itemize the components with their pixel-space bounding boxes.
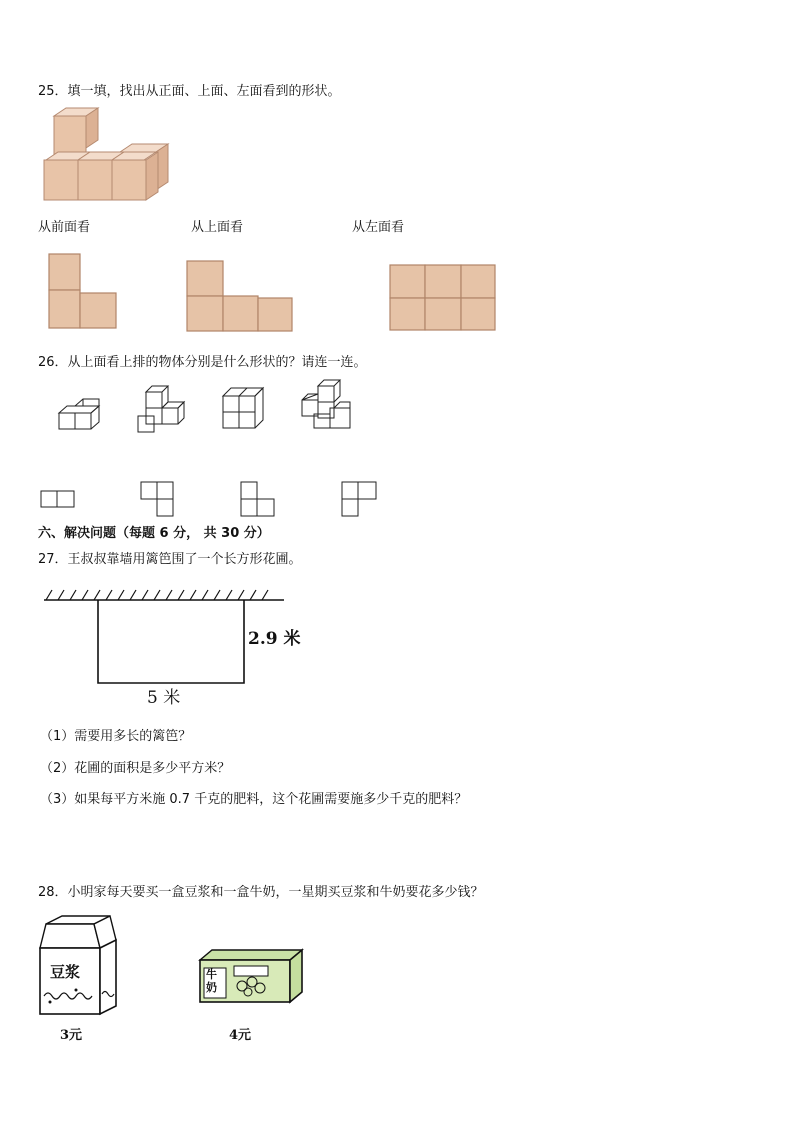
q27-sub-2: （2）花圃的面积是多少平方米？	[40, 761, 231, 776]
view-label-left: 从左面看	[352, 220, 405, 235]
object-4	[300, 378, 354, 434]
length-label: 5 米	[147, 688, 181, 708]
width-label: 2.9 米	[248, 629, 301, 649]
q27-sub-1: （1）需要用多长的篱笆？	[40, 729, 192, 744]
milk-label: 牛奶	[206, 968, 217, 994]
q27-sub-3: （3）如果每平方米施 0.7 千克的肥料，这个花圃需要施多少千克的肥料？	[40, 792, 468, 807]
section-6-heading: 六、解决问题（每题 6 分， 共 30 分）	[38, 526, 270, 541]
object-1	[58, 396, 104, 432]
q27-prompt: 27．王叔叔靠墙用篱笆围了一个长方形花圃。	[38, 552, 302, 567]
view-label-front: 从前面看	[38, 220, 91, 235]
top-view-shape	[186, 260, 294, 332]
object-3	[222, 386, 266, 432]
milk-box	[198, 946, 306, 1006]
top-shape-3	[240, 481, 276, 519]
q28-prompt: 28．小明家每天要买一盒豆浆和一盒牛奶，一星期买豆浆和牛奶要花多少钱？	[38, 885, 484, 900]
object-2	[136, 384, 188, 434]
soy-milk-carton	[36, 914, 120, 1018]
left-view-shape	[389, 264, 497, 332]
top-shape-1	[40, 489, 76, 509]
soy-price: 3元	[60, 1028, 83, 1043]
soy-label: 豆浆	[50, 963, 81, 981]
q25-prompt: 25．填一填，找出从正面、上面、左面看到的形状。	[38, 84, 341, 99]
q25-cube-figure	[40, 108, 175, 204]
milk-price: 4元	[229, 1028, 252, 1043]
view-label-top: 从上面看	[191, 220, 244, 235]
top-shape-4	[341, 481, 379, 519]
front-view-shape	[48, 253, 118, 331]
q26-prompt: 26．从上面看上排的物体分别是什么形状的？请连一连。	[38, 355, 367, 370]
top-shape-2	[140, 481, 176, 519]
